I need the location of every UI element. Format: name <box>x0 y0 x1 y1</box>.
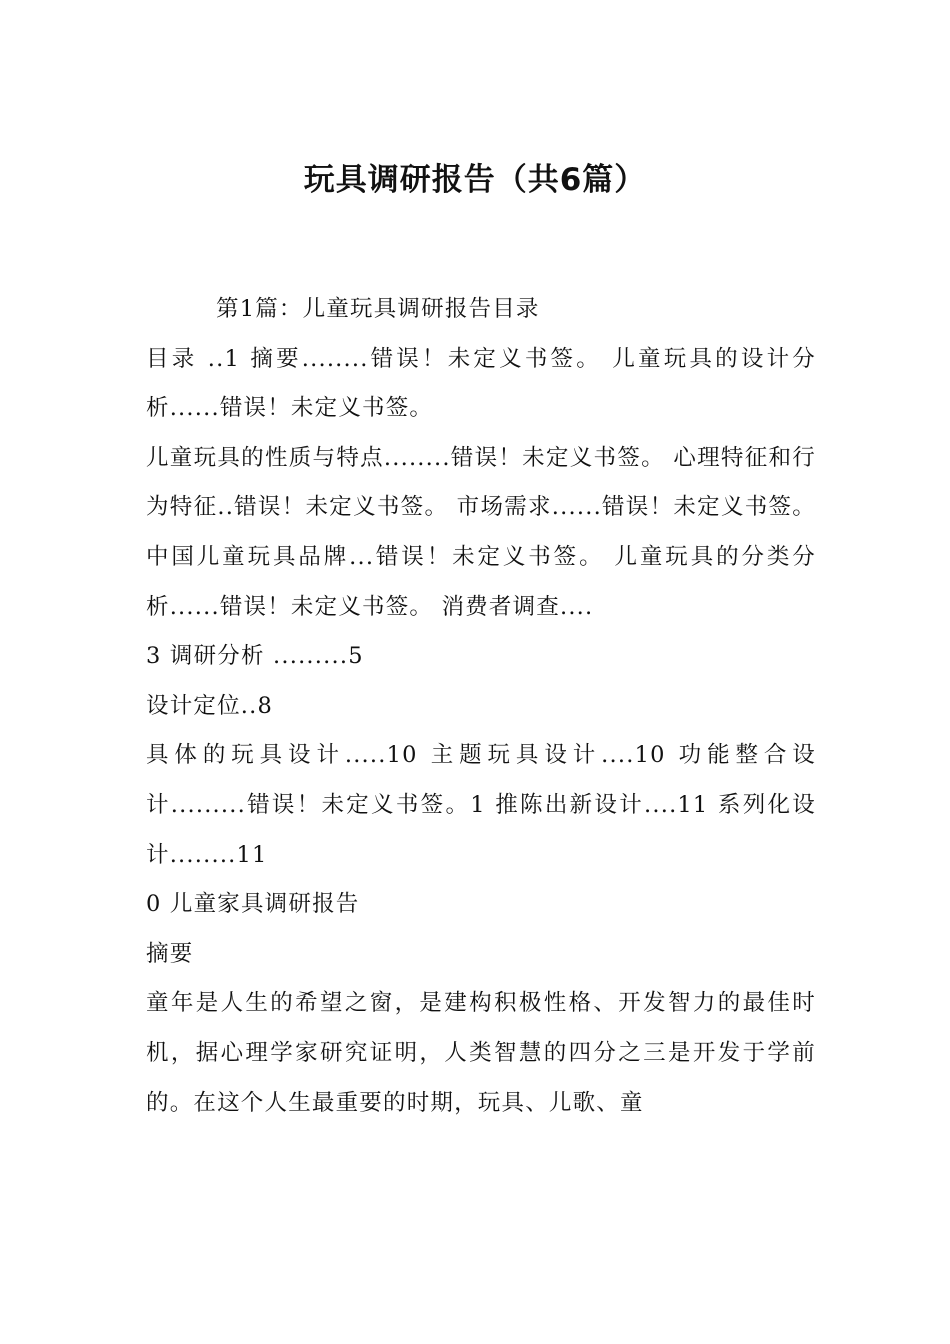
toc-paragraph: 具体的玩具设计.....10 主题玩具设计....10 功能整合设计.........错误！未定义书签。1 推陈出新设计....11 系列化设计........11 <box>146 742 816 868</box>
toc-paragraph: 设计定位..8 <box>146 692 274 719</box>
chapter-heading: 第1篇：儿童玩具调研报告目录 <box>216 296 540 322</box>
section-heading: 0 儿童家具调研报告 <box>146 891 360 918</box>
toc-paragraph: 儿童玩具的性质与特点........错误！未定义书签。 心理特征和行为特征..错误！未定义书签。 市场需求......错误！未定义书签。 中国儿童玩具品牌...错误！未定义书签。 儿童玩具的分类分析......错误！未定义书签。 消费者调查.... <box>146 444 816 620</box>
document-title: 玩具调研报告（共6篇） <box>303 162 647 198</box>
abstract-heading: 摘要 <box>146 940 194 967</box>
toc-paragraph: 3 调研分析 .........5 <box>146 643 364 670</box>
document-body <box>146 285 816 1128</box>
toc-paragraph: 目录 ..1 摘要........错误！未定义书签。 儿童玩具的设计分析......错误！未定义书签。 <box>146 345 816 422</box>
abstract-paragraph: 童年是人生的希望之窗，是建构积极性格、开发智力的最佳时机，据心理学家研究证明，人类智慧的四分之三是开发于学前的。在这个人生最重要的时期，玩具、儿歌、童 <box>146 990 816 1116</box>
